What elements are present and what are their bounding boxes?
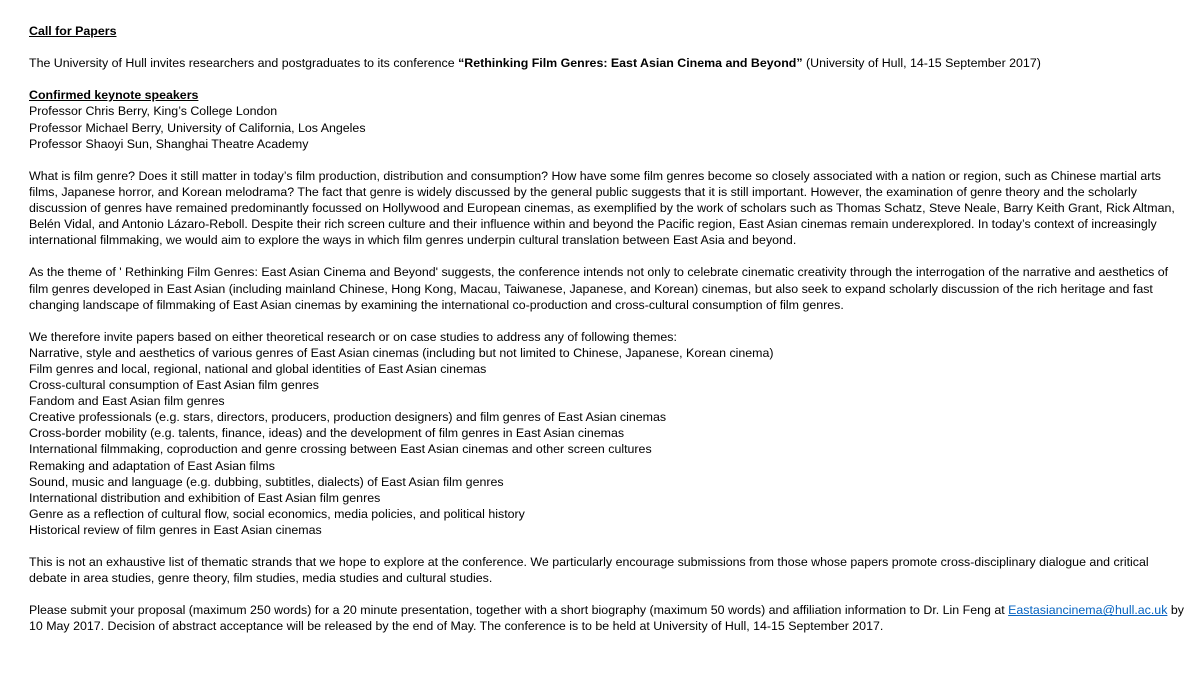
keynote-speaker: Professor Michael Berry, University of California, Los Angeles xyxy=(29,120,366,135)
intro-post: (University of Hull, 14-15 September 2017) xyxy=(802,56,1041,71)
theme-item: International filmmaking, coproduction and genre crossing between East Asian cinemas and other screen cultures xyxy=(29,442,652,457)
keynotes-heading: Confirmed keynote speakers xyxy=(29,88,199,103)
theme-item: Sound, music and language (e.g. dubbing, subtitles, dialects) of East Asian film genres xyxy=(29,474,504,489)
spacer xyxy=(29,71,1189,87)
submission-post: by 10 May 2017. Decision of abstract acceptance will be released by the end of May. The conference is to be held at University of Hull, 14-15 September 2017. xyxy=(29,603,1184,634)
heading-call-for-papers: Call for Papers xyxy=(29,24,117,38)
theme-item: Cross-cultural consumption of East Asian film genres xyxy=(29,378,319,393)
intro-pre: The University of Hull invites researchers and postgraduates to its conference xyxy=(29,56,459,71)
keynote-speaker: Professor Chris Berry, King’s College London xyxy=(29,104,278,119)
document-body xyxy=(29,23,1189,635)
spacer xyxy=(29,39,1189,55)
spacer xyxy=(29,248,1189,264)
theme-item: Cross-border mobility (e.g. talents, finance, ideas) and the development of film genres in East Asian cinemas xyxy=(29,426,625,441)
submission-pre: Please submit your proposal (maximum 250 words) for a 20 minute presentation, together with a short biography (maximum 50 words) and affiliation information to Dr. Lin Feng at xyxy=(29,603,1009,618)
theme-item: Creative professionals (e.g. stars, directors, producers, production designers) and film genres of East Asian cinemas xyxy=(29,410,667,425)
theme-item: Genre as a reflection of cultural flow, social economics, media policies, and political history xyxy=(29,506,525,521)
keynote-speaker: Professor Shaoyi Sun, Shanghai Theatre Academy xyxy=(29,136,309,151)
theme-item: Historical review of film genres in East Asian cinemas xyxy=(29,522,322,537)
theme-item: Remaking and adaptation of East Asian films xyxy=(29,458,275,473)
submission-paragraph xyxy=(29,602,1189,634)
spacer xyxy=(29,313,1189,329)
paragraph-exhaustive: This is not an exhaustive list of thematic strands that we hope to explore at the conference. We particularly encourage submissions from those whose papers promote cross-disciplinary dialogue and critical debate in area studies, genre theory, film studies, media studies and cultural studies. xyxy=(29,555,1149,586)
themes-intro: We therefore invite papers based on either theoretical research or on case studies to address any of following themes: xyxy=(29,329,677,344)
intro-paragraph xyxy=(29,55,1189,71)
paragraph-genre: What is film genre? Does it still matter in today’s film production, distribution and consumption? How have some film genres become so closely associated with a nation or region, such as Chinese martial arts films, Japanese horror, and Korean melodrama? The fact that genre is widely discussed by the general public suggests that it is still important. However, the examination of genre theory and the scholarly discussion of genres have remained predominantly focussed on Hollywood and European cinemas, as exemplified by the work of scholars such as Thomas Schatz, Steve Neale, Barry Keith Grant, Rick Altman, Belén Vidal, and Antonio Lázaro-Reboll. Despite their rich screen culture and their influence within and beyond the Pacific region, East Asian cinemas remain underexplored. In today’s context of increasingly international filmmaking, we would aim to explore the ways in which film genres underpin cultural translation between East Asia and beyond. xyxy=(29,168,1175,248)
email-link[interactable]: Eastasiancinema@hull.ac.uk xyxy=(1008,603,1168,618)
spacer xyxy=(29,586,1189,602)
theme-item: International distribution and exhibition of East Asian film genres xyxy=(29,490,381,505)
spacer xyxy=(29,152,1189,168)
theme-item: Narrative, style and aesthetics of various genres of East Asian cinemas (including but not limited to Chinese, Japanese, Korean cinema) xyxy=(29,345,774,360)
theme-item: Film genres and local, regional, national and global identities of East Asian cinemas xyxy=(29,361,487,376)
theme-item: Fandom and East Asian film genres xyxy=(29,394,225,409)
paragraph-theme: As the theme of ' Rethinking Film Genres: East Asian Cinema and Beyond' suggests, the conference intends not only to celebrate cinematic creativity through the interrogation of the narrative and aesthetics of film genres developed in East Asian (including mainland Chinese, Hong Kong, Macau, Taiwanese, Japanese, and Korean) cinemas, but also seek to expand scholarly discussion of the rich heritage and fast changing landscape of filmmaking of East Asian cinemas by examining the international co-production and cross-cultural consumption of film genres. xyxy=(29,265,1169,312)
conference-title: “Rethinking Film Genres: East Asian Cinema and Beyond” xyxy=(458,56,803,71)
spacer xyxy=(29,538,1189,554)
